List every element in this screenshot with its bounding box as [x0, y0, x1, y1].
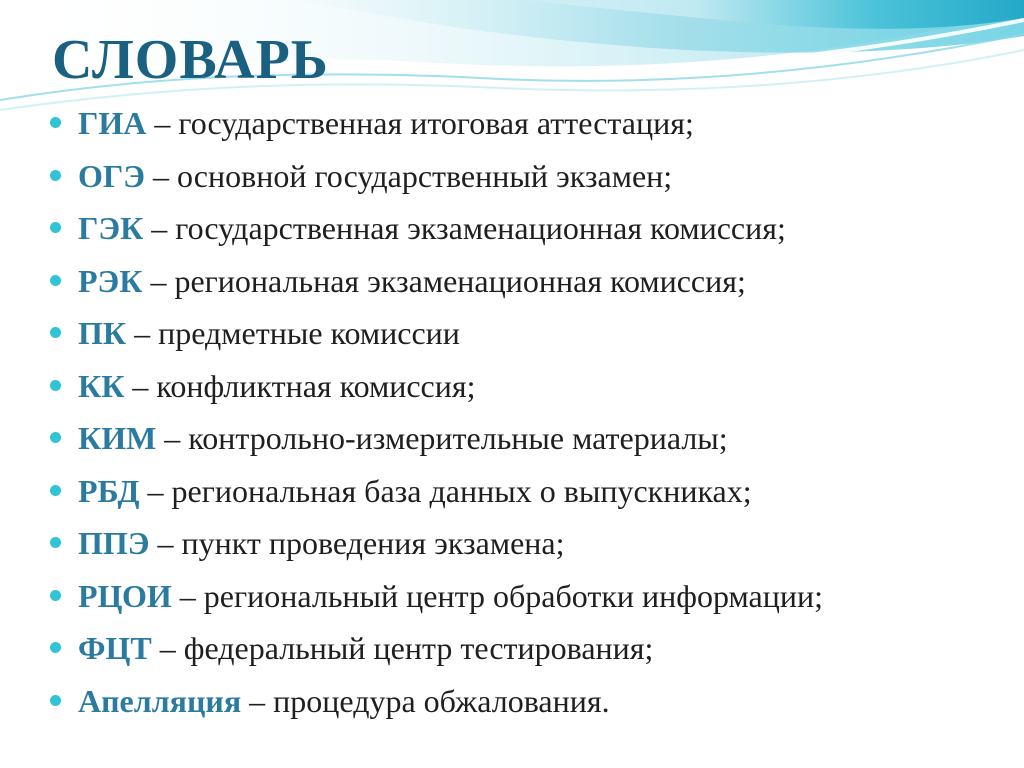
list-item	[48, 412, 1008, 465]
term-abbreviation: ГЭК	[78, 210, 144, 247]
list-item	[48, 307, 1008, 360]
term-abbreviation: КК	[78, 367, 125, 404]
list-item	[48, 675, 1008, 728]
list-item	[48, 255, 1008, 308]
bullet-icon	[50, 432, 61, 443]
term-separator: –	[171, 577, 204, 614]
term-definition: основной государственный экзамен;	[176, 157, 673, 194]
list-item	[48, 150, 1008, 203]
term-separator: –	[142, 262, 175, 299]
term-definition: пункт проведения экзамена;	[181, 525, 565, 562]
list-item	[48, 517, 1008, 570]
bullet-icon	[50, 380, 61, 391]
term-abbreviation: ФЦТ	[78, 630, 152, 667]
term-separator: –	[149, 525, 182, 562]
bullet-icon	[50, 170, 61, 181]
term-abbreviation: ГИА	[78, 105, 147, 142]
term-abbreviation: ППЭ	[78, 525, 150, 562]
list-item	[48, 570, 1008, 623]
list-item	[48, 465, 1008, 518]
page-title: СЛОВАРЬ	[52, 29, 329, 91]
term-separator: –	[124, 367, 157, 404]
bullet-icon	[50, 590, 61, 601]
term-definition: контрольно-измерительные материалы;	[188, 420, 728, 457]
list-item	[48, 622, 1008, 675]
list-item	[48, 202, 1008, 255]
bullet-icon	[50, 485, 61, 496]
term-separator: –	[146, 105, 179, 142]
term-definition: предметные комиссии	[158, 315, 460, 352]
term-definition: государственная итоговая аттестация;	[178, 105, 694, 142]
term-abbreviation: РЭК	[78, 262, 143, 299]
term-definition: региональная экзаменационная комиссия;	[174, 262, 746, 299]
term-definition: региональный центр обработки информации;	[203, 577, 823, 614]
bullet-icon	[50, 695, 61, 706]
term-abbreviation: ПК	[78, 315, 127, 352]
term-definition: государственная экзаменационная комиссия;	[175, 210, 786, 247]
term-separator: –	[156, 420, 189, 457]
term-definition: федеральный центр тестирования;	[183, 630, 654, 667]
term-separator: –	[143, 210, 176, 247]
term-definition: конфликтная комиссия;	[156, 367, 476, 404]
term-separator: –	[126, 315, 159, 352]
bullet-icon	[50, 117, 61, 128]
term-separator: –	[241, 682, 274, 719]
glossary-list	[48, 97, 1008, 727]
bullet-icon	[50, 642, 61, 653]
term-separator: –	[144, 157, 177, 194]
list-item	[48, 97, 1008, 150]
term-abbreviation: Апелляция	[78, 682, 242, 719]
term-definition: региональная база данных о выпускниках;	[171, 472, 752, 509]
term-abbreviation: КИМ	[78, 420, 157, 457]
term-abbreviation: РБД	[78, 472, 140, 509]
term-separator: –	[151, 630, 184, 667]
term-abbreviation: ОГЭ	[78, 157, 145, 194]
bullet-icon	[50, 275, 61, 286]
bullet-icon	[50, 327, 61, 338]
term-definition: процедура обжалования.	[273, 682, 610, 719]
term-separator: –	[139, 472, 172, 509]
bullet-icon	[50, 222, 61, 233]
list-item	[48, 360, 1008, 413]
term-abbreviation: РЦОИ	[78, 577, 172, 614]
bullet-icon	[50, 537, 61, 548]
